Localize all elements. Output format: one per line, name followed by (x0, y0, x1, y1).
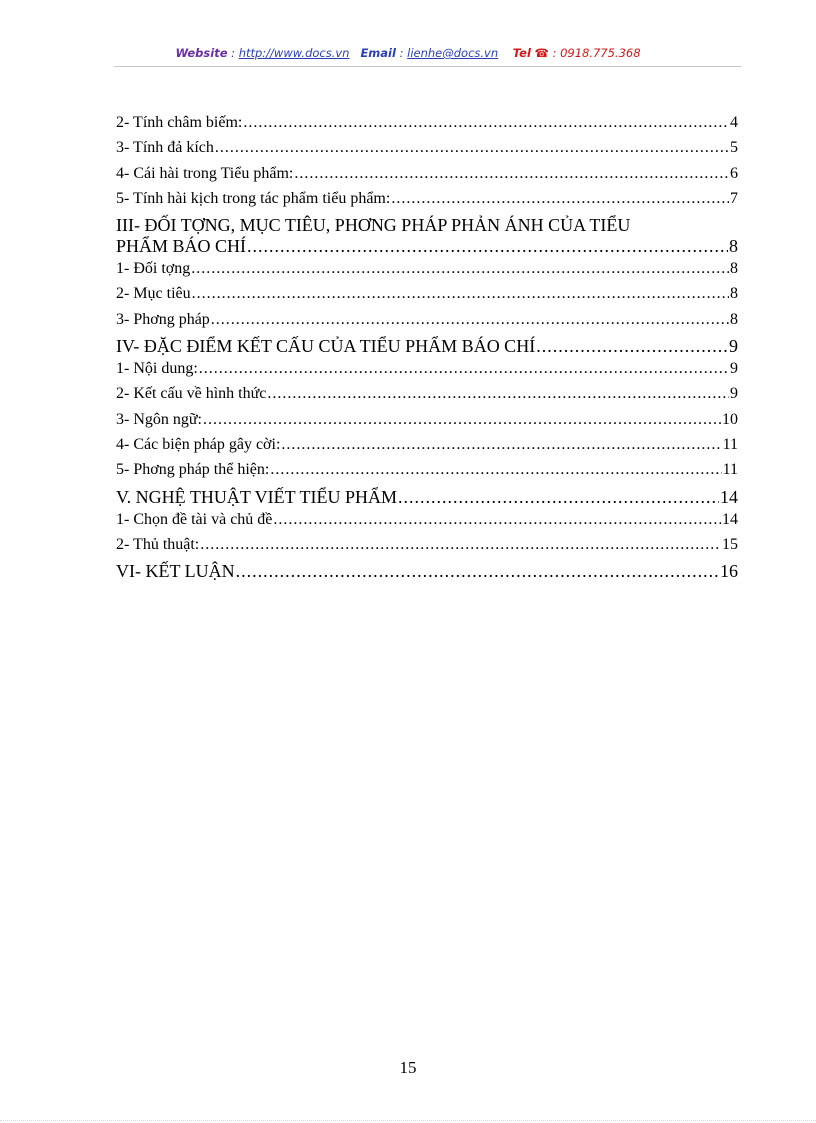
toc-entry-page: 9 (729, 336, 738, 357)
toc-entry-label: 1- Nội dung: (116, 360, 198, 378)
toc-entry-label: 1- Đối tợng (116, 260, 191, 278)
toc-entry (116, 511, 738, 536)
toc-entry-label: VI- KẾT LUẬN (116, 561, 235, 582)
toc-leader-dots (273, 511, 721, 529)
toc-entry-page: 8 (730, 260, 738, 278)
toc-leader-dots (281, 436, 721, 454)
toc-leader-dots (211, 311, 729, 329)
toc-leader-dots (536, 336, 728, 357)
toc-entry (116, 536, 738, 561)
toc-entry (116, 385, 738, 410)
toc-entry-label: IV- ĐẶC ĐIỂM KẾT CẤU CỦA TIỂU PHẨM BÁO CHÍ (116, 336, 536, 357)
toc-entry (116, 260, 738, 285)
toc-entry-page: 7 (730, 189, 738, 207)
toc-entry (116, 360, 738, 385)
toc-entry-label: 2- Kết cấu về hình thức (116, 385, 267, 403)
toc-entry (116, 461, 738, 486)
toc-leader-dots (192, 285, 729, 303)
email-label: Email (360, 46, 396, 60)
toc-entry-page: 5 (730, 139, 738, 157)
toc-leader-dots (200, 536, 721, 554)
toc-leader-dots (270, 461, 721, 479)
toc-entry-page: 11 (722, 435, 738, 453)
toc-entry-page: 15 (722, 535, 738, 553)
toc-entry (116, 114, 738, 139)
toc-entry-page: 4 (730, 114, 738, 131)
toc-leader-dots (243, 114, 729, 132)
toc-section-heading (116, 236, 738, 260)
website-separator: : (227, 46, 239, 60)
email-separator: : (395, 46, 408, 60)
toc-entry-label: PHẨM BÁO CHÍ (116, 236, 247, 257)
toc-leader-dots (247, 236, 728, 257)
header-divider (114, 66, 741, 67)
toc-entry-page: 8 (730, 310, 738, 328)
toc-entry-page: 10 (722, 410, 738, 428)
toc-entry-label: 5- Phơng pháp thể hiện: (116, 461, 270, 479)
footer-divider (0, 1120, 816, 1121)
phone-icon: ☎ (534, 46, 549, 60)
toc-leader-dots (215, 139, 729, 157)
toc-section-heading (116, 336, 738, 360)
toc-section-heading (116, 561, 738, 585)
toc-entry (116, 285, 738, 310)
email-link[interactable]: lienhe@docs.vn (407, 46, 499, 60)
tel-label: Tel (512, 46, 531, 60)
toc-leader-dots (267, 385, 729, 403)
toc-entry-label: 3- Ngôn ngữ: (116, 410, 202, 428)
website-label: Website (175, 46, 228, 60)
toc-entry-label: 2- Thủ thuật: (116, 535, 200, 553)
toc-entry (116, 190, 738, 215)
toc-entry-label: 3- Tính đả kích (116, 139, 214, 157)
toc-entry-page: 11 (722, 461, 738, 479)
toc-entry (116, 411, 738, 436)
toc-leader-dots (398, 487, 719, 508)
toc-entry-label: 2- Mục tiêu (116, 285, 191, 303)
toc-section-heading-line1 (116, 215, 738, 236)
toc-entry-page: 14 (720, 486, 738, 507)
table-of-contents (116, 114, 738, 585)
tel-number: 0918.775.368 (560, 46, 641, 60)
toc-entry-page: 8 (730, 285, 738, 303)
toc-entry (116, 139, 738, 164)
toc-leader-dots (391, 190, 729, 208)
toc-entry (116, 436, 738, 461)
tel-separator: : (548, 46, 561, 60)
toc-entry-page: 8 (729, 236, 738, 257)
page-number: 15 (399, 1058, 417, 1077)
toc-leader-dots (199, 360, 729, 378)
toc-leader-dots (203, 411, 721, 429)
toc-entry-page: 14 (722, 510, 738, 528)
toc-leader-dots (294, 165, 729, 183)
toc-entry-page: 16 (720, 561, 738, 582)
toc-leader-dots (236, 561, 719, 582)
toc-entry (116, 311, 738, 336)
toc-entry-label: 3- Phơng pháp (116, 310, 210, 328)
toc-entry (116, 165, 738, 190)
toc-entry-page: 6 (730, 164, 738, 182)
page-header (0, 46, 816, 60)
toc-entry-page: 9 (730, 385, 738, 403)
toc-entry-page: 9 (730, 360, 738, 378)
toc-entry-label: III- ĐỐI TỢNG, MỤC TIÊU, PHƠNG PHÁP PHẢN ÁNH CỦA TIỂU (116, 215, 631, 236)
toc-entry-label: 1- Chọn đề tài và chủ đề (116, 510, 273, 528)
toc-entry-label: 4- Cái hài trong Tiểu phẩm: (116, 164, 294, 182)
toc-entry-label: 2- Tính châm biếm: (116, 114, 243, 131)
toc-leader-dots (191, 260, 729, 278)
toc-entry-label: 5- Tính hài kịch trong tác phẩm tiểu phẩm: (116, 189, 391, 207)
toc-section-heading (116, 487, 738, 511)
toc-entry-label: 4- Các biện pháp gây cời: (116, 435, 281, 453)
toc-entry-label: V. NGHỆ THUẬT VIẾT TIỂU PHẨM (116, 486, 398, 507)
website-link[interactable]: http://www.docs.vn (238, 46, 350, 60)
